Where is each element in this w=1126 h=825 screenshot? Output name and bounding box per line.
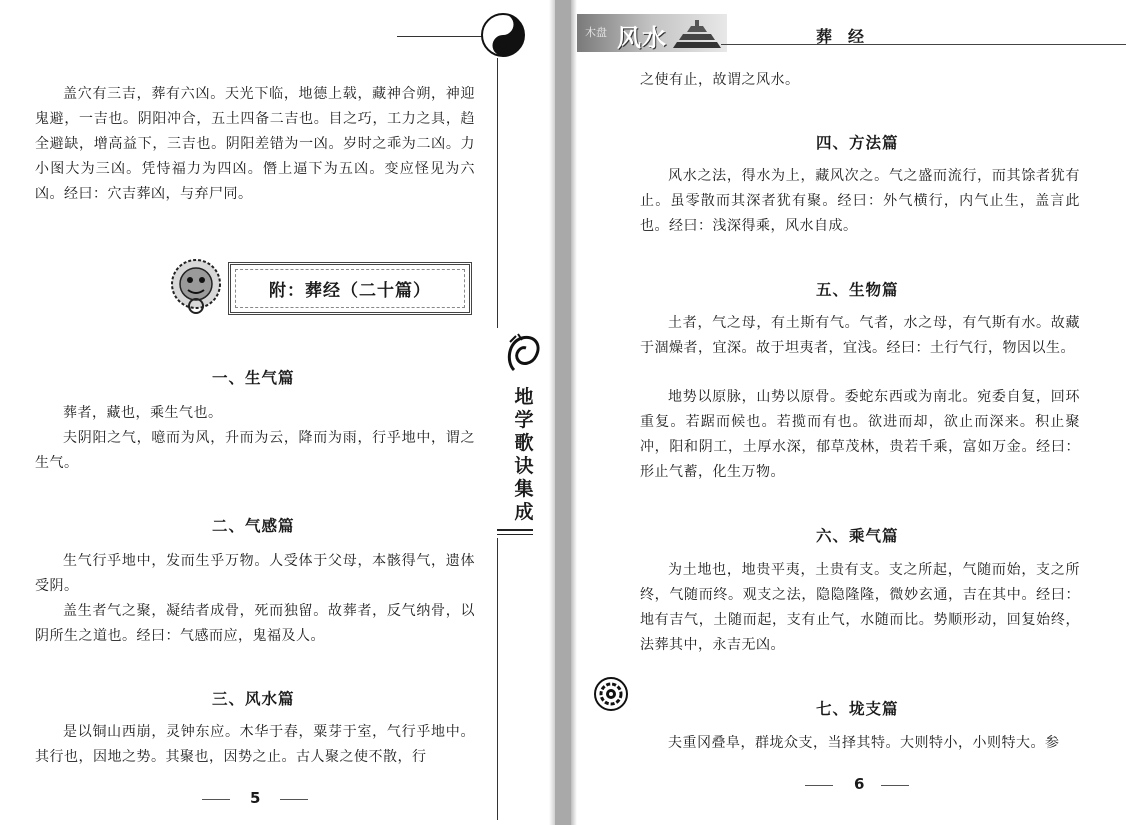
page-number-dash (280, 799, 308, 800)
pagoda-icon (669, 18, 725, 50)
section-paragraph: 地势以原脉，山势以原骨。委蛇东西或为南北。宛委自复，回环重复。若踞而候也。若揽而有也。欲进而却，欲止而深来。积止聚冲，阳和阴工，土厚水深，郁草茂林，贵若千乘，富如万金。经曰：形止气蓄，化生万物。 (640, 389, 1080, 480)
header-logo-sub: 木盘 (585, 26, 607, 39)
section-paragraph: 夫重冈叠阜，群垅众支，当择其特。大则特小，小则特大。参 (668, 735, 1060, 751)
vertical-title-char: 地 (514, 386, 534, 408)
dragon-icon (504, 332, 544, 376)
bagua-icon (593, 676, 629, 712)
page-number: 6 (854, 775, 865, 793)
gutter-shadow (571, 0, 577, 825)
spine-rule-top (497, 58, 498, 328)
section-paragraph: 风水之法，得水为上，藏风次之。气之盛而流行，而其馀者犹有止。虽零散而其深者犹有聚。经曰：外气横行，内气止生，盖言此也。经曰：浅深得乘，风水自成。 (640, 168, 1080, 234)
section-heading: 三、风水篇 (212, 689, 295, 708)
section-heading: 一、生气篇 (212, 368, 295, 387)
vertical-title-char: 成 (514, 501, 534, 523)
yin-yang-icon (480, 12, 526, 58)
continuation-paragraph: 之使有止，故谓之风水。 (640, 72, 800, 88)
header-banner (577, 14, 727, 52)
left-page (0, 0, 555, 825)
section-heading: 七、垅支篇 (816, 699, 899, 718)
section-paragraph: 夫阴阳之气，噫而为风，升而为云，降而为雨，行乎地中，谓之生气。 (35, 430, 475, 471)
vertical-book-title (509, 386, 539, 524)
vertical-title-char: 集 (514, 478, 534, 500)
page-number-dash (805, 785, 833, 786)
lion-mask-icon (170, 258, 222, 316)
appendix-title: 附：葬经（二十篇） (269, 281, 431, 301)
vertical-title-underline (497, 529, 533, 531)
gutter-shadow (549, 0, 555, 825)
appendix-title-box (228, 262, 472, 315)
section-paragraph: 是以铜山西崩，灵钟东应。木华于春，粟芽于室，气行乎地中。其行也，因地之势。其聚也，因势之止。古人聚之使不散，行 (35, 724, 475, 765)
header-rule (721, 44, 1126, 45)
section-paragraph: 土者，气之母，有土斯有气。气者，水之母，有气斯有水。故藏于涸燥者，宜深。故于坦夷者，宜浅。经曰：土行气行，物因以生。 (640, 315, 1080, 356)
header-rule (397, 36, 482, 37)
header-title: 葬经 (816, 27, 881, 46)
page-number-dash (202, 799, 230, 800)
vertical-title-char: 歌 (514, 432, 534, 454)
section-heading: 五、生物篇 (816, 280, 899, 299)
section-heading: 六、乘气篇 (816, 526, 899, 545)
page-number-dash (881, 785, 909, 786)
vertical-title-char: 诀 (514, 455, 534, 477)
section-heading: 二、气感篇 (212, 516, 295, 535)
section-paragraph: 为土地也，地贵平夷，土贵有支。支之所起，气随而始，支之所终，气随而终。观支之法，隐隐隆隆，微妙玄通，吉在其中。经曰：地有吉气，土随而起，支有止气，水随而比。势顺形动，回复始终，法葬其中，永吉无凶。 (640, 562, 1080, 653)
page-number: 5 (250, 789, 261, 807)
spine-rule-bottom (497, 538, 498, 820)
section-paragraph: 盖生者气之聚，凝结者成骨，死而独留。故葬者，反气纳骨，以阴所生之道也。经曰：气感而应，鬼福及人。 (35, 603, 475, 644)
vertical-title-char: 学 (514, 409, 534, 431)
vertical-title-underline (497, 534, 533, 535)
section-paragraph: 葬者，藏也，乘生气也。 (63, 405, 223, 421)
section-heading: 四、方法篇 (816, 133, 899, 152)
header-logo: 风水 (617, 23, 667, 52)
right-page (571, 0, 1126, 825)
section-paragraph: 生气行乎地中，发而生乎万物。人受体于父母，本骸得气，遗体受阴。 (35, 553, 475, 594)
intro-paragraph: 盖穴有三吉，葬有六凶。天光下临，地德上载，藏神合朔，神迎鬼避，一吉也。阴阳冲合，五土四备二吉也。目之巧，工力之具，趋全避缺，增高益下，三吉也。阴阳差错为一凶。岁时之乖为二凶。力小图大为三凶。凭恃福力为四凶。僭上逼下为五凶。变应怪见为六凶。经曰：穴吉葬凶，与弃尸同。 (35, 86, 475, 202)
